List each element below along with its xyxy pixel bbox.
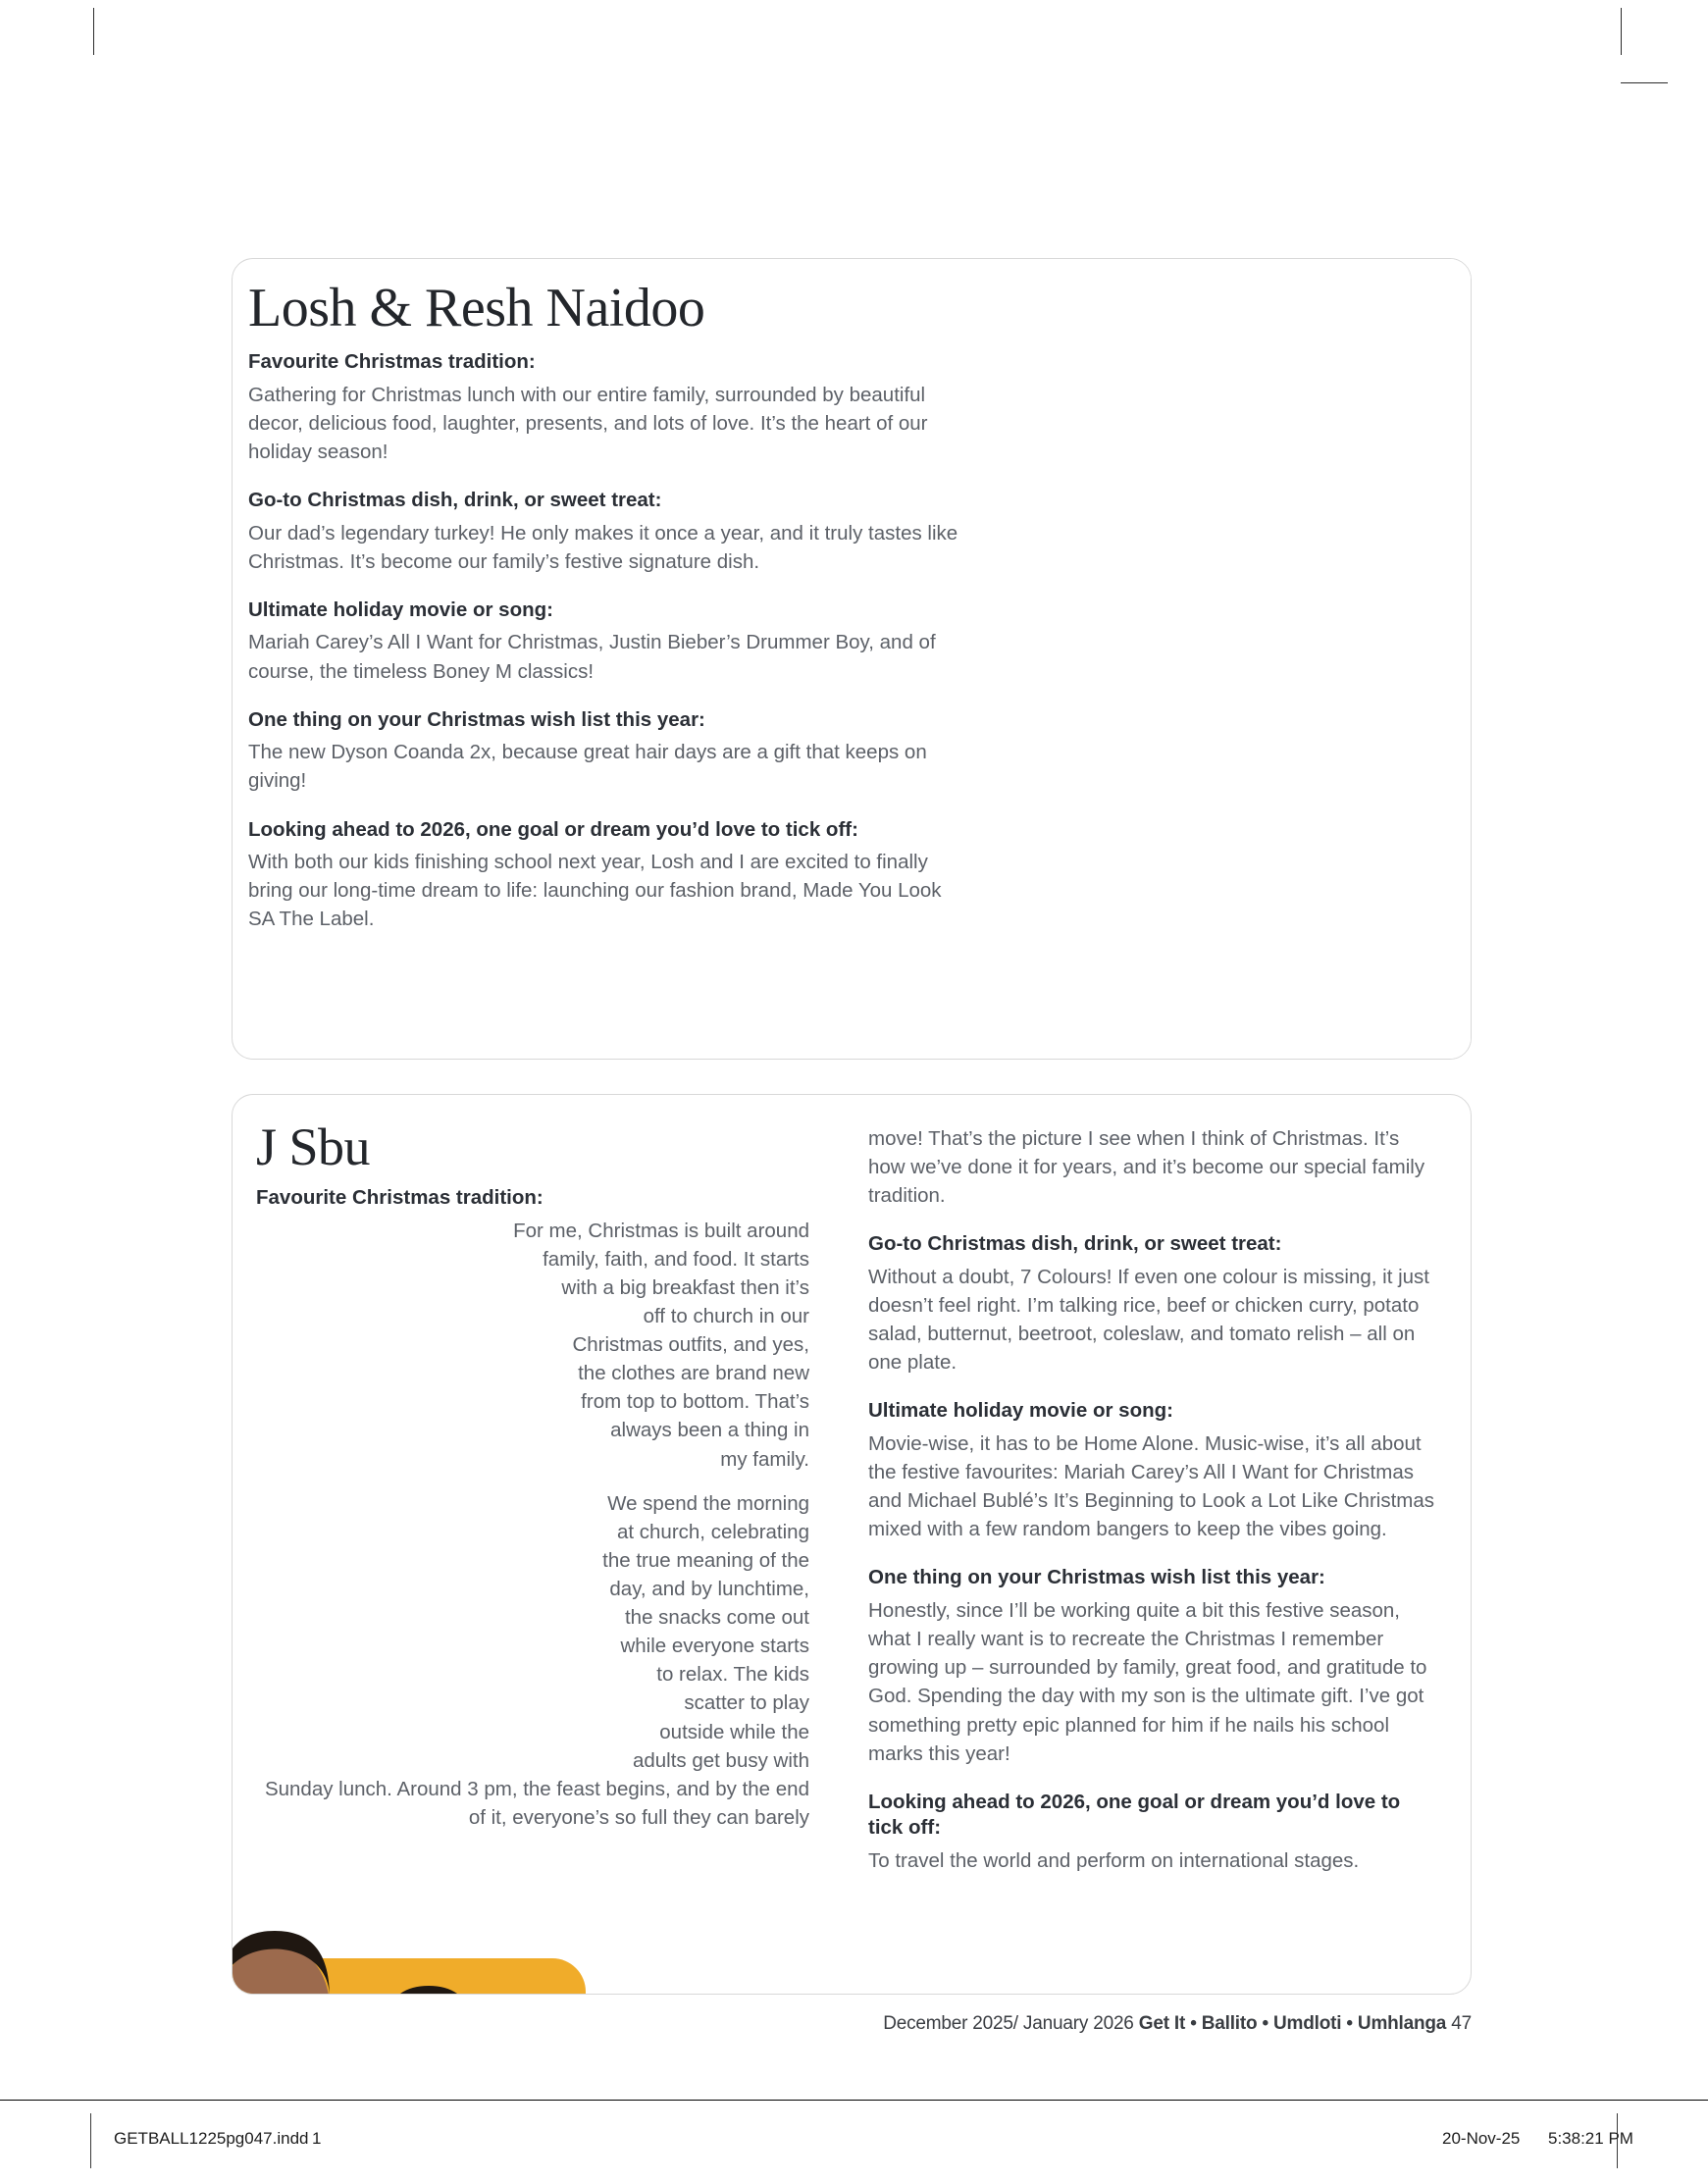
answer-text: To travel the world and perform on international stages. — [868, 1849, 1360, 1873]
question-label: Go-to Christmas dish, drink, or sweet treat: — [248, 488, 662, 511]
folio-masthead: Get It • Ballito • Umdloti • Umhlanga — [1138, 2013, 1447, 2034]
answer-text: Mariah Carey’s All I Want for Christmas, Justin Bieber’s Drummer Boy, and of course, the timeless Boney M classics! — [248, 631, 936, 683]
losh-text-column — [248, 278, 964, 934]
answer-text: Without a doubt, 7 Colours! If even one colour is missing, it just doesn’t feel right. I’m talking rice, beef or chicken curry, potato salad, butternut, beetroot, coleslaw, and tomato relish – all on one plate. — [868, 1265, 1429, 1375]
answer-text: The new Dyson Coanda 2x, because great hair days are a gift that keeps on giving! — [248, 741, 927, 793]
folio-date: December 2025/ January 2026 — [883, 2013, 1139, 2034]
question-label: Ultimate holiday movie or song: — [868, 1399, 1173, 1423]
tradition-paragraph-1: For me, Christmas is built around family, faith, and food. It starts with a big breakfast then it’s off to church in our Christmas outfits, and yes, the clothes are brand new from top to bottom. That’s always been a thing in my family. — [513, 1219, 809, 1471]
question-label: Looking ahead to 2026, one goal or dream you’d love to tick off: — [248, 817, 858, 841]
question-label: One thing on your Christmas wish list this year: — [248, 707, 705, 731]
crop-mark-top-right-horizontal — [1621, 82, 1668, 83]
question-label: Ultimate holiday movie or song: — [248, 597, 553, 621]
answer-text: Gathering for Christmas lunch with our entire family, surrounded by beautiful decor, delicious food, laughter, presents, and lots of love. It’s the heart of our holiday season! — [248, 383, 928, 463]
j-sbu-wrapped-text — [250, 1217, 809, 1832]
folio — [0, 2013, 1472, 2035]
answer-text: Honestly, since I’ll be working quite a bit this festive season, what I really want is to recreate the Christmas I remember growing up – surrounded by family, great food, and gratitude to God. Spending the day with my son is the ultimate gift. I’ve got something pretty epic planned for him if he nails his school marks this year! — [868, 1599, 1427, 1765]
question-label: Favourite Christmas tradition: — [248, 350, 536, 373]
answer-text: Movie-wise, it has to be Home Alone. Music-wise, it’s all about the festive favourites: Mariah Carey’s All I Want for Christmas and Michael Bublé’s It’s Beginning to Look a Lot Like Christmas mixed with a few random bangers to keep the vibes going. — [868, 1432, 1434, 1541]
question-label: One thing on your Christmas wish list this year: — [868, 1566, 1325, 1589]
slug-divider — [0, 2100, 1708, 2101]
profile-card-j-sbu — [232, 1094, 1472, 1995]
j-sbu-left-column — [250, 1117, 809, 1964]
crop-mark-top-right-vertical — [1621, 8, 1622, 55]
answer-text: With both our kids finishing school next year, Losh and I are excited to finally bring our long-time dream to life: launching our fashion brand, Made You Look SA The Label. — [248, 851, 942, 931]
page-title-j-sbu: J Sbu — [256, 1117, 371, 1176]
tradition-paragraph-2: We spend the morning at church, celebrating the true meaning of the day, and by lunchtime, the snacks come out while everyone starts to relax. The kids scatter to play outside while the adults get busy with Sunday lunch. Around 3 pm, the feast begins, and by the end of it, everyone’s so full they can barely — [264, 1491, 809, 1829]
page-title-losh: Losh & Resh Naidoo — [248, 278, 705, 338]
j-sbu-right-column — [868, 1124, 1437, 1875]
slug-time: 5:38:21 PM — [1548, 2129, 1633, 2148]
printer-slug-bar — [0, 2100, 1708, 2182]
slug-date: 20-Nov-25 — [1442, 2129, 1521, 2148]
slug-filename: GETBALL1225pg047.indd — [114, 2129, 309, 2148]
question-label: Favourite Christmas tradition: — [256, 1186, 543, 1209]
tradition-continued: move! That’s the picture I see when I think of Christmas. It’s how we’ve done it for years, and it’s become our special family tradition. — [868, 1127, 1425, 1208]
profile-card-losh-resh — [232, 258, 1472, 1060]
crop-mark-top-left-vertical — [93, 8, 94, 55]
losh-and-resh-photo — [968, 258, 1472, 1060]
answer-text: Our dad’s legendary turkey! He only makes it once a year, and it truly tastes like Christmas. It’s become our family’s festive signature dish. — [248, 521, 958, 573]
slug-page-number: 1 — [312, 2129, 322, 2148]
question-label: Go-to Christmas dish, drink, or sweet treat: — [868, 1232, 1282, 1256]
question-label: Looking ahead to 2026, one goal or dream you’d love to tick off: — [868, 1790, 1401, 1840]
folio-page-number: 47 — [1446, 2013, 1472, 2034]
slug-rule-left — [90, 2113, 91, 2168]
